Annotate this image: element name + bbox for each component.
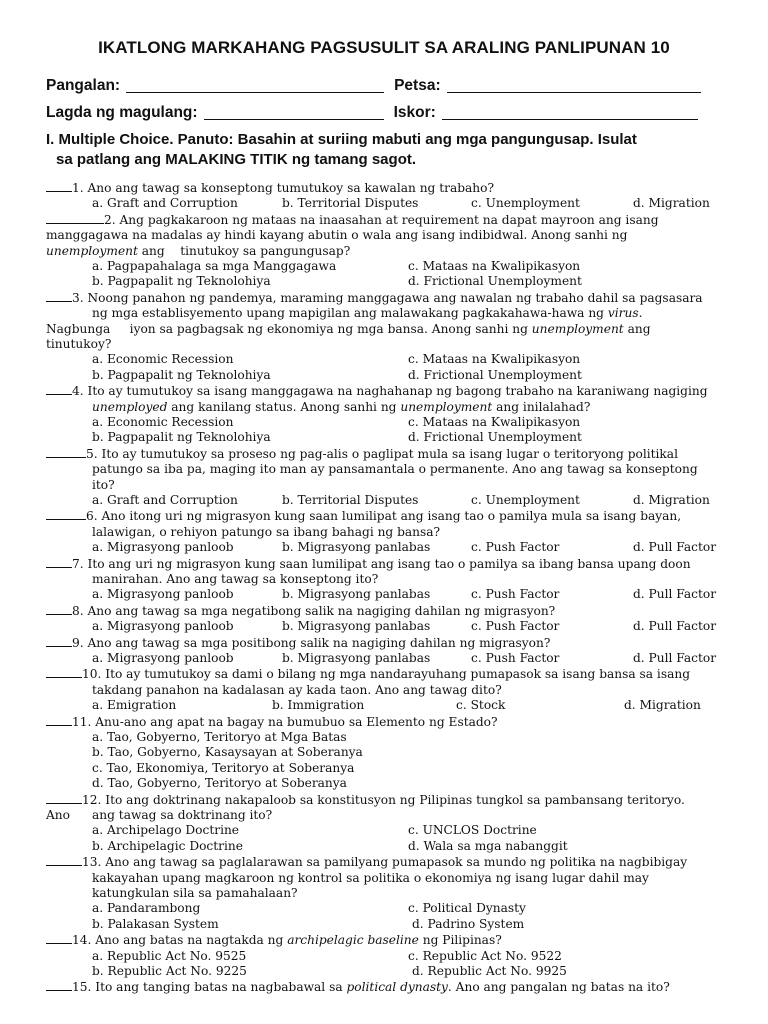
answer-blank-10[interactable]	[46, 666, 82, 678]
question-12	[46, 792, 722, 824]
question-14-text: 14. Ano ang batas na nagtakda ng	[72, 933, 288, 948]
question-1	[46, 180, 722, 196]
option-d: d. Tao, Gobyerno, Teritoryo at Soberanya	[92, 776, 347, 791]
name-label: Pangalan:	[46, 77, 121, 94]
question-3-options-row-2	[46, 368, 722, 383]
option-a: a. Archipelago Doctrine	[92, 823, 240, 838]
question-3-text: .	[638, 306, 643, 321]
instructions-line-2: sa patlang ang MALAKING TITIK ng tamang sagot.	[56, 151, 417, 168]
question-2-italic: unemployment	[46, 243, 138, 258]
question-4-options-row-2	[46, 430, 722, 445]
option-b: b. Palakasan System	[92, 916, 219, 931]
option-c: c. Push Factor	[471, 540, 560, 555]
question-12-text: 12. Ito ang doktrinang nakapaloob sa konstitusyon ng Pilipinas tungkol sa pambansang teritoryo.	[82, 792, 685, 807]
question-6-text: lalawigan, o rehiyon patungo sa ibang bahagi ng bansa?	[92, 524, 441, 539]
option-a: a. Emigration	[92, 698, 177, 713]
answer-blank-12[interactable]	[46, 792, 82, 804]
question-3-text: tinutukoy?	[46, 337, 112, 352]
question-12-text: ang tawag sa doktrinang ito?	[92, 808, 273, 823]
option-c: c. Tao, Ekonomiya, Teritoryo at Soberanya	[92, 760, 355, 775]
option-a: a. Economic Recession	[92, 415, 234, 430]
question-8-options	[46, 619, 722, 634]
option-c: c. UNCLOS Doctrine	[408, 823, 537, 838]
answer-blank-9[interactable]	[46, 635, 72, 647]
option-d: d. Republic Act No. 9925	[412, 964, 567, 979]
option-d: d. Migration	[633, 196, 710, 211]
question-3-italic: virus	[607, 306, 639, 321]
question-14-options-row-1	[46, 949, 722, 964]
question-15-italic: political dynasty	[346, 980, 448, 995]
answer-blank-11[interactable]	[46, 714, 72, 726]
question-2-text: ang tinutukoy sa pangungusap?	[137, 243, 351, 258]
option-a: a. Graft and Corruption	[92, 493, 238, 508]
date-label: Petsa:	[394, 77, 441, 94]
score-label: Iskor:	[393, 104, 436, 121]
option-d: d. Pull Factor	[633, 619, 717, 634]
question-4-text: ang inilalahad?	[492, 399, 591, 414]
option-c: c. Mataas na Kwalipikasyon	[408, 352, 581, 367]
question-9	[46, 635, 722, 651]
question-13-options-row-1	[46, 901, 722, 916]
answer-blank-5[interactable]	[46, 446, 86, 458]
option-b: b. Migrasyong panlabas	[282, 651, 431, 666]
question-2	[46, 212, 722, 259]
option-c: c. Unemployment	[471, 493, 580, 508]
name-date-row	[46, 68, 722, 95]
question-13	[46, 854, 722, 901]
answer-blank-1[interactable]	[46, 180, 72, 192]
question-3-text: ng mga establisyemento upang mapigilan ang malawakang pagkakahawa-hawa ng	[92, 306, 608, 321]
option-c: c. Republic Act No. 9522	[408, 948, 562, 963]
option-b: b. Pagpapalit ng Teknolohiya	[92, 430, 271, 445]
question-4	[46, 383, 722, 415]
option-a: a. Migrasyong panloob	[92, 619, 234, 634]
question-7-text: manirahan. Ano ang tawag sa konseptong ito?	[92, 572, 379, 587]
question-4-text: 4. Ito ay tumutukoy sa isang manggagawa na naghahanap ng bagong trabaho na karaniwang nagiging	[72, 384, 708, 399]
question-14-italic: archipelagic baseline	[287, 933, 419, 948]
question-9-text: 9. Ano ang tawag sa mga positibong salik na nagiging dahilan ng migrasyon?	[72, 635, 551, 650]
answer-blank-8[interactable]	[46, 603, 72, 615]
option-b: b. Territorial Disputes	[282, 493, 419, 508]
question-3-text: Nagbunga iyon sa pagbagsak ng ekonomiya ng mga bansa. Anong sanhi ng	[46, 321, 532, 336]
option-c: c. Stock	[456, 698, 506, 713]
option-a: a. Republic Act No. 9525	[92, 948, 247, 963]
question-4-options-row-1	[46, 415, 722, 430]
option-c: c. Mataas na Kwalipikasyon	[408, 259, 581, 274]
question-5	[46, 446, 722, 493]
question-3	[46, 290, 722, 353]
answer-blank-14[interactable]	[46, 932, 72, 944]
question-2-options-row-1	[46, 259, 722, 274]
option-a: a. Tao, Gobyerno, Teritoryo at Mga Batas	[92, 730, 347, 745]
question-2-text: 2. Ang pagkakaroon ng mataas na inaasahan at requirement na dapat mayroon ang isang	[104, 212, 659, 227]
option-d: d. Migration	[633, 493, 710, 508]
option-d: d. Pull Factor	[633, 651, 717, 666]
question-11-text: 11. Anu-ano ang apat na bagay na bumubuo sa Elemento ng Estado?	[72, 714, 498, 729]
question-7-text: 7. Ito ang uri ng migrasyon kung saan lumilipat ang isang tao o pamilya sa ibang bansa upang doon	[72, 556, 691, 571]
question-8-text: 8. Ano ang tawag sa mga negatibong salik na nagiging dahilan ng migrasyon?	[72, 603, 556, 618]
date-field[interactable]	[447, 78, 701, 93]
question-13-text: katungkulan sila sa pamahalaan?	[92, 886, 298, 901]
question-6-options	[46, 540, 722, 555]
option-b: b. Republic Act No. 9225	[92, 964, 247, 979]
option-b: b. Migrasyong panlabas	[282, 587, 431, 602]
option-d: d. Wala sa mga nabanggit	[408, 838, 568, 853]
question-6	[46, 508, 722, 540]
answer-blank-6[interactable]	[46, 508, 86, 520]
option-d: d. Frictional Unemployment	[408, 367, 582, 382]
option-c: c. Political Dynasty	[408, 901, 526, 916]
option-c: c. Unemployment	[471, 196, 580, 211]
question-3-text: ang	[623, 321, 651, 336]
option-b: b. Tao, Gobyerno, Kasaysayan at Soberanya	[92, 745, 363, 760]
question-13-options-row-2	[46, 917, 722, 932]
question-14-options-row-2	[46, 964, 722, 979]
option-b: b. Migrasyong panlabas	[282, 619, 431, 634]
question-13-text: 13. Ano ang tawag sa paglalarawan sa pamilyang pumapasok sa mundo ng politika na nagbibigay	[82, 855, 688, 870]
option-d: d. Frictional Unemployment	[408, 274, 582, 289]
question-12-options-row-2	[46, 839, 722, 854]
answer-blank-3[interactable]	[46, 290, 72, 302]
question-1-text: 1. Ano ang tawag sa konseptong tumutukoy sa kawalan ng trabaho?	[72, 181, 495, 195]
question-12-options-row-1	[46, 823, 722, 838]
option-a: a. Migrasyong panloob	[92, 587, 234, 602]
exam-title: IKATLONG MARKAHANG PAGSUSULIT SA ARALING PANLIPUNAN 10	[98, 38, 670, 57]
question-4-text: ang kanilang status. Anong sanhi ng	[167, 399, 401, 414]
question-10-text: 10. Ito ay tumutukoy sa dami o bilang ng mga nandarayuhang pumapasok sa isang bansa sa isang	[82, 667, 691, 682]
question-3-options-row-1	[46, 352, 722, 367]
option-d: d. Frictional Unemployment	[408, 430, 582, 445]
question-2-options-row-2	[46, 274, 722, 289]
option-d: d. Migration	[624, 698, 701, 713]
question-2-text: manggagawa na madalas ay hindi kayang abutin o wala ang isang indibidwal. Anong sanhi ng	[46, 228, 628, 243]
option-b: b. Immigration	[272, 698, 365, 713]
question-8	[46, 603, 722, 619]
option-b: b. Territorial Disputes	[282, 196, 419, 211]
name-field[interactable]	[126, 78, 384, 93]
question-15-text: . Ano ang pangalan ng batas na ito?	[447, 980, 670, 995]
option-a: a. Migrasyong panloob	[92, 540, 234, 555]
question-15	[46, 979, 722, 995]
option-a: a. Pagpapahalaga sa mga Manggagawa	[92, 259, 337, 274]
option-a: a. Economic Recession	[92, 352, 234, 367]
question-10-text: takdang panahon na kadalasan ay kada taon. Ano ang tawag dito?	[92, 682, 502, 697]
option-a: a. Migrasyong panloob	[92, 651, 234, 666]
option-d: d. Pull Factor	[633, 587, 717, 602]
option-b: b. Migrasyong panlabas	[282, 540, 431, 555]
question-5-options	[46, 493, 722, 508]
question-3-italic: unemployment	[531, 321, 624, 336]
question-4-italic: unemployed	[92, 399, 168, 414]
option-b: b. Archipelagic Doctrine	[92, 838, 243, 853]
score-field[interactable]	[442, 105, 698, 120]
option-b: b. Pagpapalit ng Teknolohiya	[92, 367, 271, 382]
question-7	[46, 556, 722, 588]
question-14	[46, 932, 722, 948]
instructions	[46, 130, 722, 170]
question-10-options	[46, 698, 722, 713]
question-11	[46, 714, 722, 730]
question-10	[46, 666, 722, 698]
option-a: a. Graft and Corruption	[92, 196, 238, 211]
answer-blank-13[interactable]	[46, 854, 82, 866]
answer-blank-4[interactable]	[46, 383, 72, 395]
option-c: c. Mataas na Kwalipikasyon	[408, 415, 581, 430]
question-13-text: kakayahan upang magkaroon ng kontrol sa politika o ekonomiya ng isang lugar dahil may	[92, 870, 649, 885]
question-9-options	[46, 651, 722, 666]
option-c: c. Push Factor	[471, 651, 560, 666]
option-d: d. Padrino System	[412, 916, 525, 931]
question-3-text: 3. Noong panahon ng pandemya, maraming manggagawa ang nawalan ng trabaho dahil sa pagsasara	[72, 290, 703, 305]
signature-score-row	[46, 95, 722, 122]
option-c: c. Push Factor	[471, 587, 560, 602]
parent-signature-label: Lagda ng magulang:	[46, 104, 198, 121]
parent-signature-field[interactable]	[204, 105, 384, 120]
option-c: c. Push Factor	[471, 619, 560, 634]
question-5-text: 5. Ito ay tumutukoy sa proseso ng pag-alis o paglipat mula sa isang lugar o teritoryong politikal	[86, 446, 678, 461]
option-a: a. Pandarambong	[92, 901, 201, 916]
answer-blank-2[interactable]	[46, 212, 104, 224]
question-15-text: 15. Ito ang tanging batas na nagbabawal sa	[72, 980, 347, 995]
question-4-italic: unemployment	[400, 399, 493, 414]
question-1-options	[46, 196, 722, 211]
question-12-text: Ano	[46, 808, 70, 823]
answer-blank-15[interactable]	[46, 979, 72, 991]
option-b: b. Pagpapalit ng Teknolohiya	[92, 274, 271, 289]
question-7-options	[46, 587, 722, 602]
instructions-line-1: I. Multiple Choice. Panuto: Basahin at suriing mabuti ang mga pangungusap. Isulat	[46, 131, 637, 148]
option-d: d. Pull Factor	[633, 540, 717, 555]
question-14-text: ng Pilipinas?	[418, 933, 502, 948]
question-6-text: 6. Ano itong uri ng migrasyon kung saan lumilipat ang isang tao o pamilya mula sa isang bayan,	[86, 509, 682, 524]
question-5-text: ito?	[92, 477, 115, 492]
answer-blank-7[interactable]	[46, 556, 72, 568]
question-5-text: patungo sa iba pa, maging ito man ay pansamantala o permanente. Ano ang tawag sa konseptong	[92, 462, 698, 477]
